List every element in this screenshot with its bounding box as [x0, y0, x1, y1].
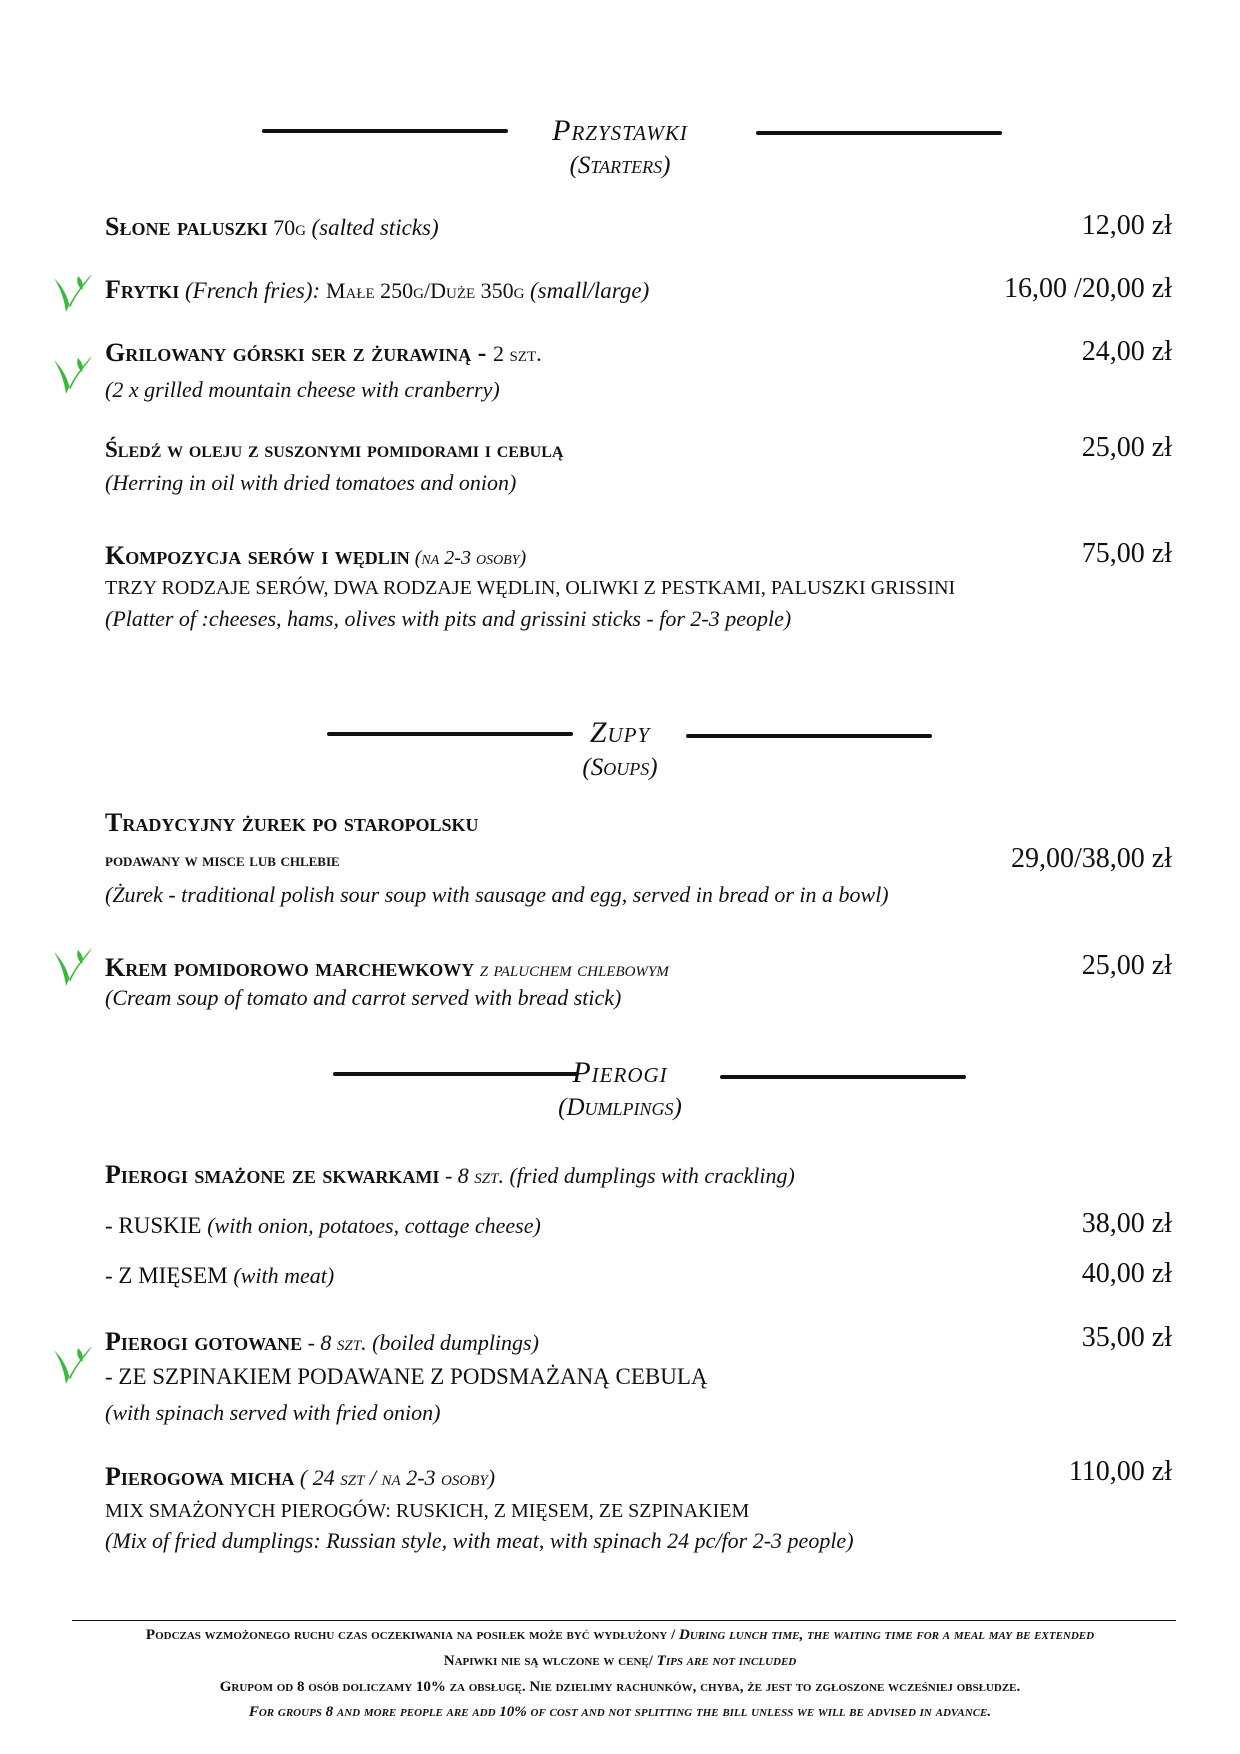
section-header-dumplings [0, 1050, 1240, 1140]
section-title: Pierogi [572, 1056, 668, 1089]
item-name: Tradycyjny żurek po staropolsku [105, 808, 479, 837]
item-sizes: Małe 250g/Duże 350g [325, 278, 530, 303]
item-qty: (na 2-3 osoby) [409, 547, 527, 569]
footer-note-pl: Podczas wzmożonego ruchu czas oczekiwania na posiłek może być wydłużony / [145, 1627, 680, 1643]
menu-subitem-ruskie [105, 1213, 541, 1239]
item-price: 12,00 zł [1081, 210, 1172, 241]
item-name: Pierogi smażone ze skwarkami [105, 1160, 440, 1189]
section-header-soups [0, 708, 1240, 798]
item-sizes-english: (small/large) [530, 278, 650, 303]
menu-item-fries [105, 275, 649, 305]
item-description-line [105, 850, 340, 871]
subitem-label: - RUSKIE [105, 1213, 208, 1238]
item-english: (Żurek - traditional polish sour soup with sausage and egg, served in bread or in a bowl) [105, 882, 889, 907]
footer-note-tips [0, 1653, 1240, 1670]
footer-note-groups-pl: Grupom od 8 osób doliczamy 10% za obsługę. Nie dzielimy rachunków, chyba, że jest to zgłoszone wcześniej obsłudze. [219, 1679, 1021, 1695]
subitem-english: (with meat) [233, 1263, 335, 1288]
item-english: (Herring in oil with dried tomatoes and onion) [105, 470, 517, 495]
item-description: podawany w misce lub chlebie [105, 850, 340, 870]
item-english-description: (with spinach served with fried onion) [105, 1400, 441, 1425]
footer-note-en: During lunch time, the waiting time for a meal may be extended [679, 1627, 1095, 1643]
section-subtitle: (Starters) [569, 152, 671, 179]
menu-item-herring [105, 437, 563, 463]
item-qty: 2 szt. [492, 341, 542, 366]
footer-rule [72, 1620, 1176, 1621]
item-description: - ZE SZPINAKIEM PODAWANE Z PODSMAŻANĄ CEBULĄ [105, 1364, 708, 1389]
item-english: (Cream soup of tomato and carrot served with bread stick) [105, 985, 622, 1010]
item-price: 40,00 zł [1081, 1258, 1172, 1289]
item-name: Kompozycja serów i wędlin [105, 541, 410, 570]
menu-item-zurek [105, 808, 479, 838]
item-english: (Mix of fried dumplings: Russian style, with meat, with spinach 24 pc/for 2-3 people) [105, 1528, 854, 1553]
menu-item-cream-soup [105, 953, 669, 983]
vegan-leaf-icon [48, 942, 96, 990]
item-qty: 70g [267, 215, 312, 240]
menu-item-pierogowa-micha [105, 1462, 495, 1492]
item-price: 35,00 zł [1081, 1322, 1172, 1353]
footer-note-en: Tips are not included [656, 1653, 797, 1669]
item-price: 29,00/38,00 zł [1011, 843, 1172, 874]
item-price: 24,00 zł [1081, 336, 1172, 367]
item-english: (salted sticks) [311, 215, 439, 240]
menu-item-platter [105, 541, 526, 571]
item-price: 110,00 zł [1068, 1456, 1172, 1487]
section-header-starters [0, 108, 1240, 198]
vegan-leaf-icon [48, 1340, 96, 1388]
section-title: Zupy [589, 716, 651, 749]
item-price: 16,00 /20,00 zł [1004, 273, 1172, 304]
item-english: (Platter of :cheeses, hams, olives with pits and grissini sticks - for 2-3 people) [105, 606, 792, 631]
item-price: 25,00 zł [1081, 950, 1172, 981]
vegan-leaf-icon [48, 350, 96, 398]
item-name: Grilowany górski ser z żurawiną - [105, 338, 493, 367]
menu-item-boiled-dumplings [105, 1327, 539, 1357]
menu-item-grilled-cheese [105, 338, 542, 368]
item-qty: - 8 szt. [302, 1330, 367, 1355]
item-description: MIX SMAŻONYCH PIEROGÓW: RUSKICH, Z MIĘSEM, ZE SZPINAKIEM [105, 1500, 750, 1522]
subitem-label: - Z MIĘSEM [105, 1263, 234, 1288]
item-description: TRZY RODZAJE SERÓW, DWA RODZAJE WĘDLIN, OLIWKI Z PESTKAMI, PALUSZKI GRISSINI [105, 577, 956, 599]
item-name: Krem pomidorowo marchewkowy [105, 953, 475, 982]
item-name: Pierogowa micha [105, 1462, 295, 1491]
menu-item-fried-dumplings [105, 1160, 795, 1190]
item-qty: z paluchem chlebowym [474, 956, 669, 981]
item-qty: - 8 szt. [439, 1163, 504, 1188]
item-english: (French fries): [179, 278, 326, 303]
section-subtitle: (Dumlpings) [558, 1094, 682, 1121]
item-price: 75,00 zł [1081, 538, 1172, 569]
section-subtitle: (Soups) [582, 754, 658, 781]
footer-note-waiting-time [0, 1627, 1240, 1644]
item-english: (fried dumplings with crackling) [503, 1163, 795, 1188]
item-qty: ( 24 szt / na 2-3 osoby) [294, 1465, 496, 1490]
item-name: Słone paluszki [105, 212, 268, 241]
section-title: Przystawki [552, 114, 688, 147]
subitem-english: (with onion, potatoes, cottage cheese) [207, 1213, 541, 1238]
menu-subitem-meat [105, 1263, 334, 1289]
vegan-leaf-icon [48, 268, 96, 316]
item-price: 25,00 zł [1081, 432, 1172, 463]
item-english: (boiled dumplings) [366, 1330, 539, 1355]
footer-note-groups-en: For groups 8 and more people are add 10% of cost and not splitting the bill unless we will be advised in advance. [248, 1704, 992, 1720]
item-name: Śledź w oleju z suszonymi pomidorami i cebulą [105, 437, 564, 462]
menu-item-salted-sticks [105, 212, 439, 242]
item-name: Pierogi gotowane [105, 1327, 303, 1356]
footer-note-pl: Napiwki nie są wlczone w cenę/ [443, 1653, 657, 1669]
item-english: (2 x grilled mountain cheese with cranberry) [105, 377, 500, 402]
item-name: Frytki [105, 275, 180, 304]
item-price: 38,00 zł [1081, 1208, 1172, 1239]
